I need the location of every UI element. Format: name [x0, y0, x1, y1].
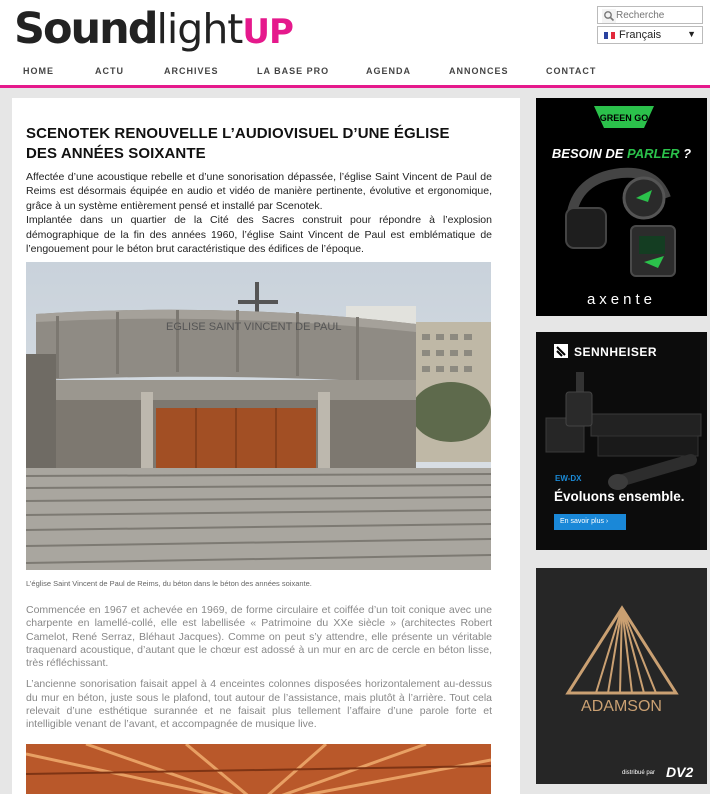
nav-home[interactable]: HOME [23, 66, 54, 76]
article-title-line1: SCENOTEK RENOUVELLE L’AUDIOVISUEL D’UNE ÉGLISE [26, 125, 450, 142]
ad-sennheiser-cta[interactable] [554, 514, 626, 530]
ad-axente-headline [536, 146, 707, 161]
ad-badge: GREEN GO [599, 113, 649, 123]
interior-photo [26, 744, 491, 794]
ad-axente-headline-b: PARLER [627, 146, 680, 161]
ad-adamson-distributor: DV2 [666, 764, 694, 780]
ad-axente-headline-c: ? [679, 146, 692, 161]
search-icon[interactable] [602, 9, 616, 23]
article-title [26, 124, 496, 164]
ad-sennheiser[interactable] [536, 332, 707, 550]
body-paragraph-2: L’ancienne sonorisation faisait appel à 4 enceintes colonnes disposées horizontalement au-dessus du mur en béton, juste sous le plafond, tout autour de l’assistance, mais plutôt à l’arrière. Tout cela relevait d’une esthétique surannée et ne faisait plus tellement l’affaire d’une parole forte et intelligible venant de l’avant, et accompagnée de musique live. [26, 678, 492, 731]
ad-adamson-brand: ADAMSON [581, 698, 662, 715]
intro-paragraph-2: Implantée dans un quartier de la Cité des Sacres construit pour répondre à l’explosion démographique de la fin des années 1960, l’église Saint Vincent de Paul est emblématique de l’engouement pour le béton brut caractéristique des édifices de l’époque. [26, 214, 492, 256]
photo-inscription: EGLISE SAINT VINCENT DE PAUL [166, 321, 342, 333]
article-intro [26, 170, 492, 256]
nav-contact[interactable]: CONTACT [546, 66, 597, 76]
nav-agenda[interactable]: AGENDA [366, 66, 412, 76]
ad-adamson-distributed: distribué par [622, 770, 656, 776]
nav-la-base-pro[interactable]: LA BASE PRO [257, 66, 330, 76]
ad-axente-brand: axente [586, 291, 657, 308]
logo-up: UP [242, 12, 293, 52]
nav-archives[interactable]: ARCHIVES [164, 66, 219, 76]
article [12, 98, 520, 794]
church-photo [26, 262, 491, 570]
caret-down-icon: ▼ [687, 29, 696, 39]
search-box[interactable] [597, 6, 703, 24]
ad-sennheiser-brand: SENNHEISER [574, 345, 658, 359]
church-illustration [26, 262, 491, 570]
ad-axente[interactable] [536, 98, 707, 316]
ad-sennheiser-slogan: Évoluons ensemble. [554, 489, 685, 504]
ad-axente-headline-a: BESOIN DE [551, 146, 628, 161]
chevron-right-icon: › [605, 518, 609, 525]
article-title-line2: DES ANNÉES SOIXANTE [26, 145, 206, 162]
article-body [26, 604, 492, 740]
search-input[interactable] [616, 8, 700, 23]
ad-adamson[interactable] [536, 568, 707, 784]
photo-caption: L’église Saint Vincent de Paul de Reims, du béton dans le béton des années soixante. [26, 579, 312, 588]
nav-actu[interactable]: ACTU [95, 66, 124, 76]
language-selected: Français [619, 29, 662, 41]
french-flag-icon [604, 32, 615, 39]
adamson-logo-mark [536, 568, 707, 784]
language-select[interactable] [597, 26, 703, 44]
logo-sound: Sound [14, 4, 157, 54]
ad-sennheiser-tag: EW-DX [555, 474, 582, 483]
intro-paragraph-1: Affectée d’une acoustique rebelle et d’une sonorisation dépassée, l’église Saint Vincent de Paul de Reims est désormais équipée en audio et vidéo de manière pertinente, évolutive et ergonomique, grâce à un système entièrement pensé et installé par Scenotek. [26, 171, 492, 212]
body-paragraph-1: Commencée en 1967 et achevée en 1969, de forme circulaire et coiffée d’un toit conique avec une charpente en lamellé-collé, elle est labellisée « Patrimoine du XXe siècle » (architectes Robert Camelot, René Serraz, Bléhaut Jacques). Comme on peut s’y attendre, elle présente un véritable traquenard acoustique, d’autant que le chœur est adossé à un mur en arc de cercle en béton lisse, très réfléchissant. [26, 604, 492, 670]
main-nav [0, 62, 710, 80]
site-header [0, 0, 710, 88]
site-logo[interactable] [14, 4, 293, 54]
ad-sennheiser-cta-label: En savoir plus [560, 518, 604, 525]
headset-illustration [536, 98, 707, 316]
logo-light: light [156, 5, 243, 53]
nav-annonces[interactable]: ANNONCES [449, 66, 509, 76]
ceiling-illustration [26, 744, 491, 794]
